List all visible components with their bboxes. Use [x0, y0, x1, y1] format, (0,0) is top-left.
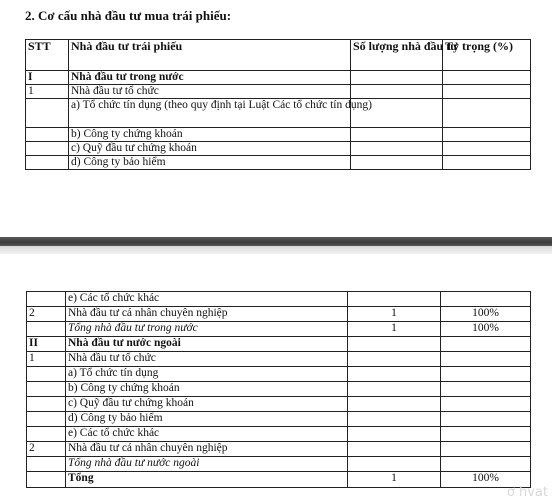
cell-count	[351, 142, 443, 156]
cell-count	[348, 367, 441, 382]
cell-count	[348, 442, 441, 457]
cell-investor: e) Các tổ chức khác	[66, 292, 348, 307]
table-row	[26, 142, 531, 156]
cell-weight	[441, 337, 531, 352]
table-header-row	[26, 40, 531, 71]
table-row	[27, 457, 531, 472]
cell-count	[348, 427, 441, 442]
table-row	[26, 99, 531, 128]
cell-stt: I	[26, 71, 69, 85]
section-title: 2. Cơ cấu nhà đầu tư mua trái phiếu:	[25, 8, 232, 23]
cell-weight	[441, 352, 531, 367]
cell-weight	[443, 99, 531, 128]
cell-investor: e) Các tổ chức khác	[66, 427, 348, 442]
cell-investor: a) Tổ chức tín dụng	[66, 367, 348, 382]
cell-count: 1	[348, 472, 441, 488]
header-stt: STT	[26, 40, 69, 71]
cell-weight	[441, 382, 531, 397]
cell-investor: Nhà đầu tư cá nhân chuyên nghiệp	[66, 307, 348, 322]
cell-stt	[27, 427, 66, 442]
cell-weight	[443, 156, 531, 170]
table-row	[26, 85, 531, 99]
cell-weight	[443, 142, 531, 156]
header-weight: Tỷ trọng (%)	[443, 40, 531, 71]
cell-count	[351, 71, 443, 85]
cell-count	[348, 292, 441, 307]
table-row	[27, 292, 531, 307]
cell-stt: II	[27, 337, 66, 352]
table-row	[27, 382, 531, 397]
investor-structure-table-bottom	[26, 291, 531, 488]
page-break-divider	[0, 237, 552, 246]
cell-stt	[27, 412, 66, 427]
table-row	[27, 442, 531, 457]
table-row	[26, 156, 531, 170]
cell-investor: d) Công ty bảo hiểm	[66, 412, 348, 427]
cell-investor: Nhà đầu tư cá nhân chuyên nghiệp	[66, 442, 348, 457]
cell-investor: Nhà đầu tư nước ngoài	[66, 337, 348, 352]
cell-count	[348, 412, 441, 427]
cell-investor: c) Quỹ đầu tư chứng khoán	[66, 397, 348, 412]
cell-weight: 100%	[441, 472, 531, 488]
cell-weight	[441, 367, 531, 382]
cell-weight	[441, 427, 531, 442]
cell-stt	[27, 472, 66, 488]
cell-stt: 1	[26, 85, 69, 99]
cell-stt: 2	[27, 442, 66, 457]
table-row	[27, 427, 531, 442]
cell-stt	[26, 128, 69, 142]
cell-investor: Nhà đầu tư tổ chức	[66, 352, 348, 367]
cell-count	[348, 382, 441, 397]
cell-count	[348, 352, 441, 367]
table-row	[27, 337, 531, 352]
cell-investor: b) Công ty chứng khoán	[66, 382, 348, 397]
cell-weight	[441, 457, 531, 472]
cell-stt	[26, 142, 69, 156]
cell-weight	[441, 442, 531, 457]
table-row-total	[27, 472, 531, 488]
page-break-shadow	[0, 246, 552, 254]
cell-investor: a) Tổ chức tín dụng (theo quy định tại Luật Các tổ chức tín dụng)	[69, 99, 351, 128]
cell-count	[351, 156, 443, 170]
cell-stt: 2	[27, 307, 66, 322]
table-row	[26, 71, 531, 85]
cell-count	[351, 85, 443, 99]
cell-stt	[26, 156, 69, 170]
cell-count	[348, 457, 441, 472]
cell-weight	[443, 71, 531, 85]
cell-count: 1	[348, 307, 441, 322]
cell-investor: Tổng	[66, 472, 348, 488]
cell-weight	[441, 397, 531, 412]
cell-count: 1	[348, 322, 441, 337]
cell-investor: Nhà đầu tư tổ chức	[69, 85, 351, 99]
header-investor-count: Số lượng nhà đầu tư	[351, 40, 443, 71]
cell-investor: b) Công ty chứng khoán	[69, 128, 351, 142]
table-row	[26, 128, 531, 142]
cell-weight	[441, 412, 531, 427]
cell-weight: 100%	[441, 322, 531, 337]
cell-stt	[27, 397, 66, 412]
cell-weight	[441, 292, 531, 307]
cell-weight	[443, 85, 531, 99]
table-row	[27, 352, 531, 367]
cell-weight	[443, 128, 531, 142]
cell-stt	[27, 292, 66, 307]
cell-investor: Tổng nhà đầu tư nước ngoài	[66, 457, 348, 472]
cell-stt	[27, 367, 66, 382]
table-row	[27, 397, 531, 412]
table-row	[27, 322, 531, 337]
cell-stt	[27, 457, 66, 472]
table-row	[27, 367, 531, 382]
cell-count	[348, 397, 441, 412]
header-investor: Nhà đầu tư trái phiếu	[69, 40, 351, 71]
cell-investor: d) Công ty bảo hiểm	[69, 156, 351, 170]
cell-count	[351, 128, 443, 142]
cell-stt	[27, 322, 66, 337]
cell-count	[348, 337, 441, 352]
cell-stt: 1	[27, 352, 66, 367]
table-row	[27, 412, 531, 427]
investor-structure-table-top	[25, 39, 531, 170]
cell-weight: 100%	[441, 307, 531, 322]
cell-investor: c) Quỹ đầu tư chứng khoán	[69, 142, 351, 156]
cell-investor: Nhà đầu tư trong nước	[69, 71, 351, 85]
cell-stt	[26, 99, 69, 128]
cell-stt	[27, 382, 66, 397]
cell-investor: Tổng nhà đầu tư trong nước	[66, 322, 348, 337]
watermark: ơ hvat	[506, 485, 548, 500]
table-row	[27, 307, 531, 322]
